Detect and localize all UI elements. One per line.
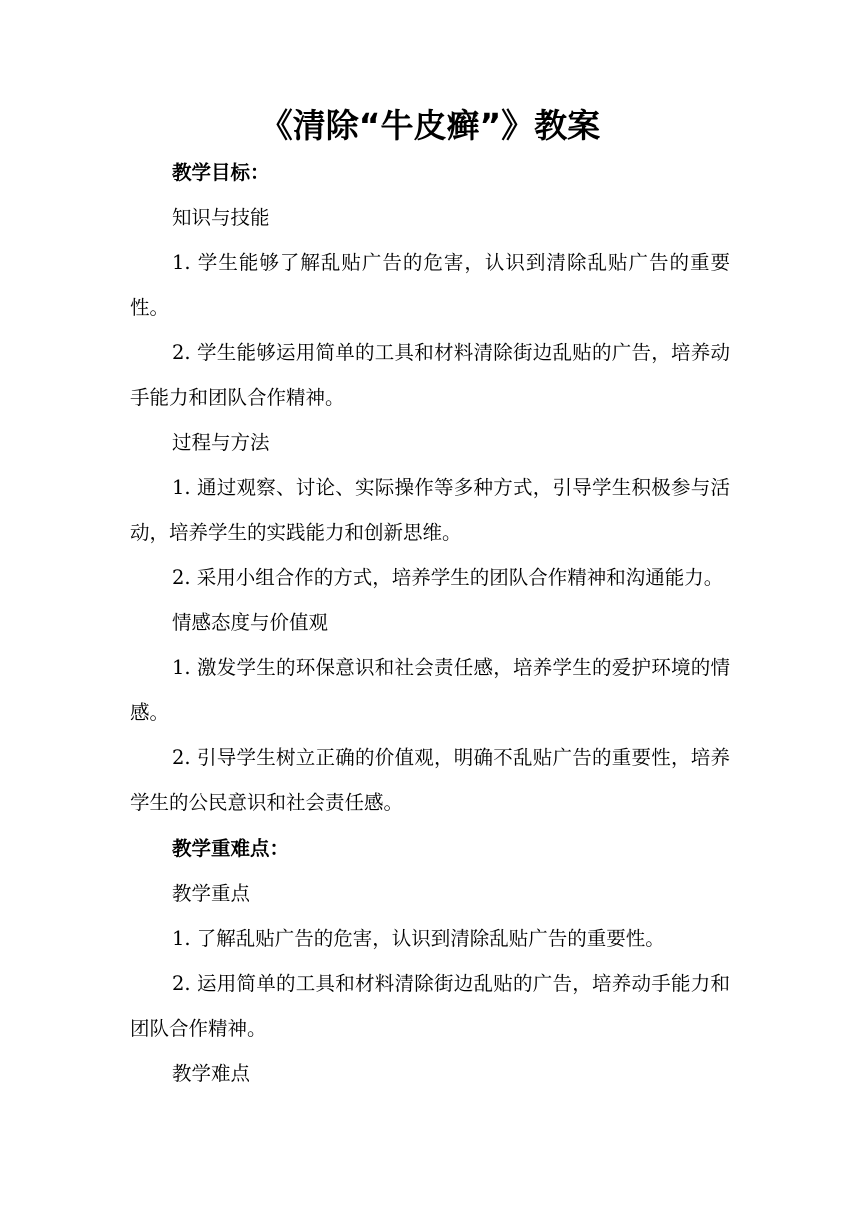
section-heading-objectives: 教学目标：	[172, 161, 270, 184]
subsection-label-process-methods: 过程与方法	[172, 431, 270, 454]
subsection-label-difficulties: 教学难点	[172, 1062, 251, 1085]
subsection-label-knowledge-skills: 知识与技能	[172, 206, 270, 229]
attitude-item-2: 2. 引导学生树立正确的价值观，明确不乱贴广告的重要性，培养学生的公民意识和社会责任感。	[130, 746, 730, 814]
objective-item-1: 1. 学生能够了解乱贴广告的危害，认识到清除乱贴广告的重要性。	[130, 251, 730, 319]
key-point-item-1: 1. 了解乱贴广告的危害，认识到清除乱贴广告的重要性。	[172, 927, 665, 950]
attitude-item-1: 1. 激发学生的环保意识和社会责任感，培养学生的爱护环境的情感。	[130, 656, 730, 724]
subsection-label-attitudes-values: 情感态度与价值观	[172, 611, 329, 634]
process-item-2: 2. 采用小组合作的方式，培养学生的团队合作精神和沟通能力。	[172, 566, 724, 589]
section-heading-key-points: 教学重难点：	[172, 837, 290, 860]
document-title: 《清除“牛皮癣”》教案	[259, 106, 601, 145]
subsection-label-key-points: 教学重点	[172, 882, 251, 905]
objective-item-2: 2. 学生能够运用简单的工具和材料清除街边乱贴的广告，培养动手能力和团队合作精神。	[130, 341, 730, 409]
key-point-item-2: 2. 运用简单的工具和材料清除街边乱贴的广告，培养动手能力和团队合作精神。	[130, 972, 730, 1040]
process-item-1: 1. 通过观察、讨论、实际操作等多种方式，引导学生积极参与活动，培养学生的实践能力和创新思维。	[130, 476, 730, 544]
